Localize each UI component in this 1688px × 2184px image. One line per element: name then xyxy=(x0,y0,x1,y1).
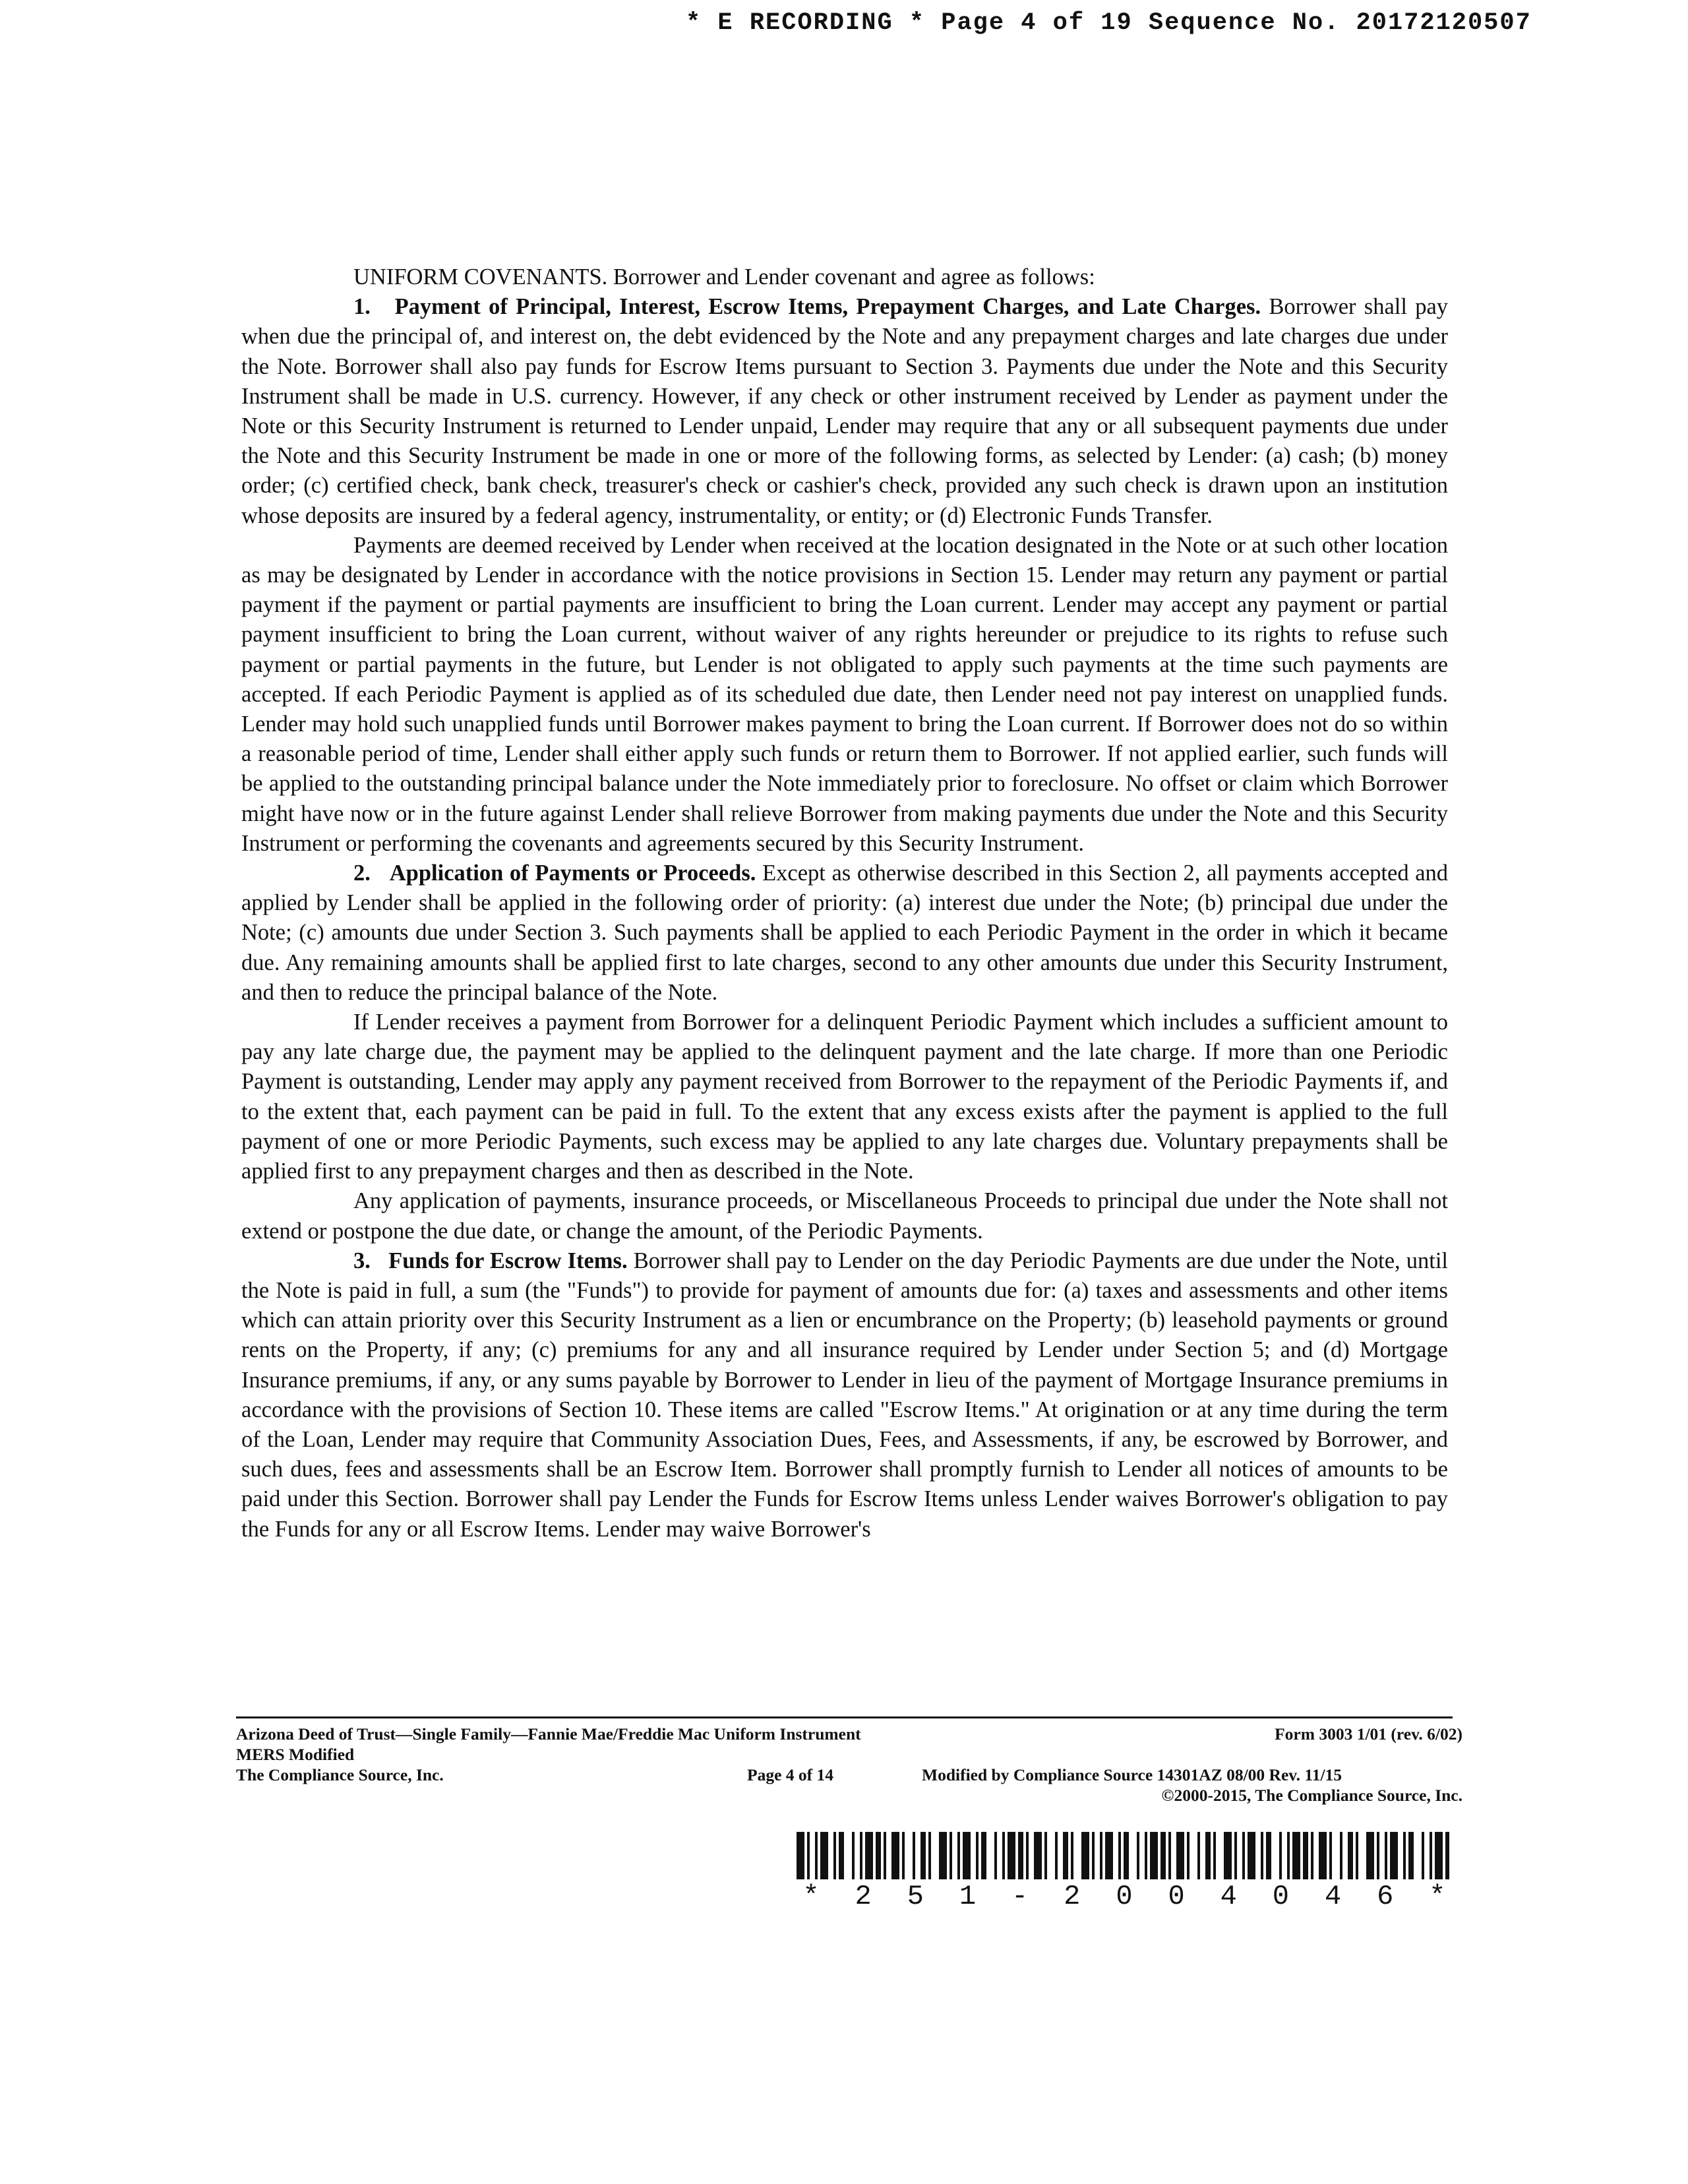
barcode-bar xyxy=(1100,1832,1102,1879)
barcode-bar xyxy=(1377,1832,1379,1879)
barcode-bar xyxy=(1224,1832,1232,1879)
barcode-bar xyxy=(884,1832,886,1879)
covenants-intro: UNIFORM COVENANTS. Borrower and Lender covenant and agree as follows: xyxy=(353,264,1095,289)
barcode-bar xyxy=(963,1832,971,1879)
barcode-bar xyxy=(1205,1832,1211,1879)
barcode-bar xyxy=(1319,1832,1327,1879)
section-3 xyxy=(241,1246,1448,1544)
barcode-bar xyxy=(1150,1832,1158,1879)
barcode-bar xyxy=(1176,1832,1184,1879)
barcode-bar xyxy=(1430,1832,1432,1879)
barcode-bar xyxy=(1160,1832,1166,1879)
barcode-bar xyxy=(839,1832,844,1879)
barcode-bar xyxy=(1292,1832,1300,1879)
barcode-bar xyxy=(1063,1832,1068,1879)
barcode-bar xyxy=(860,1832,862,1879)
copyright: ©2000-2015, The Compliance Source, Inc. xyxy=(1161,1786,1462,1805)
barcode-bar xyxy=(957,1832,960,1879)
barcode-bar xyxy=(891,1832,899,1879)
barcode-bar xyxy=(1168,1832,1171,1879)
barcode-bar xyxy=(797,1832,804,1879)
barcode-bar xyxy=(1445,1832,1449,1879)
barcode-bar xyxy=(833,1832,836,1879)
barcode-bar xyxy=(1261,1832,1263,1879)
barcode-char: 0 xyxy=(1116,1881,1133,1912)
barcode-bar xyxy=(1408,1832,1414,1879)
barcode-bar xyxy=(807,1832,810,1879)
barcode-bar xyxy=(1118,1832,1121,1879)
section-1-title: Payment of Principal, Interest, Escrow Items, Prepayment Charges, and Late Charges. xyxy=(394,294,1261,320)
barcode-bar xyxy=(1329,1832,1332,1879)
section-1-paragraph-2: Payments are deemed received by Lender when received at the location designated in the Note or at such other location as may be designated by Lender in accordance with the notice provisions in Section 15. Lender may return any payment or partial payment if the payment or partial payments are insufficient to bring the Loan current. Lender may accept any payment or partial payment insufficient to bring the Loan current, without waiver of any rights hereunder or prejudice to its rights to refuse such payment or partial payments in the future, but Lender is not obligated to apply such payments at the time such payments are accepted. If each Periodic Payment is applied as of its scheduled due date, then Lender need not pay interest on unapplied funds. Lender may hold such unapplied funds until Borrower makes payment to bring the Loan current. If Borrower does not do so within a reasonable period of time, Lender shall either apply such funds or return them to Borrower. If not applied earlier, such funds will be applied to the outstanding principal balance under the Note immediately prior to foreclosure. No offset or claim which Borrower might have now or in the future against Lender shall relieve Borrower from making payments due under the Note and this Security Instrument or performing the covenants and agreements secured by this Security Instrument. xyxy=(241,532,1448,856)
section-2-number: 2. xyxy=(353,861,371,886)
section-2 xyxy=(241,859,1448,1008)
mers-label: MERS Modified xyxy=(236,1745,355,1764)
barcode-bar xyxy=(1303,1832,1308,1879)
barcode-bar xyxy=(1081,1832,1089,1879)
barcode-char: 2 xyxy=(1064,1881,1081,1912)
barcode-bar xyxy=(852,1832,855,1879)
barcode-bar xyxy=(920,1832,926,1879)
barcode-bar xyxy=(1105,1832,1113,1879)
barcode-bar xyxy=(1435,1832,1443,1879)
barcode-char: - xyxy=(1011,1881,1029,1912)
barcode-bar xyxy=(1008,1832,1015,1879)
barcode-bar xyxy=(1348,1832,1353,1879)
barcode-bar xyxy=(976,1832,979,1879)
barcode-bar xyxy=(994,1832,997,1879)
barcode-bar xyxy=(1137,1832,1139,1879)
section-3-number: 3. xyxy=(353,1248,371,1273)
barcode-bar xyxy=(1422,1832,1424,1879)
barcode-bar xyxy=(1340,1832,1342,1879)
company-name: The Compliance Source, Inc. xyxy=(236,1765,444,1784)
barcode-bar xyxy=(981,1832,986,1879)
barcode-bar xyxy=(1287,1832,1290,1879)
barcode-bar xyxy=(1279,1832,1282,1879)
document-body xyxy=(241,262,1448,1544)
barcode-char: 0 xyxy=(1272,1881,1290,1912)
section-3-text: Borrower shall pay to Lender on the day Periodic Payments are due under the Note, until the Note is paid in full, a sum (the "Funds") to provide for payment of amounts due for: (a) taxes and assessments and other items which can attain priority over this Security Instrument as a lien or encumbrance on the Property; (b) leasehold payments or ground rents on the Property, if any; (c) premiums for any and all insurance required by Lender under Section 5; and (d) Mortgage Insurance premiums, if any, or any sums payable by Borrower to Lender in lieu of the payment of Mortgage Insurance premiums in accordance with the provisions of Section 10. These items are called "Escrow Items." At origination or at any time during the term of the Loan, Lender may require that Community Association Dues, Fees, and Assessments, if any, be escrowed by Borrower, and such dues, fees and assessments shall be an Escrow Item. Borrower shall promptly furnish to Lender all notices of amounts to be paid under this Section. Borrower shall pay Lender the Funds for Escrow Items unless Lender waives Borrower's obligation to pay the Funds for any or all Escrow Items. Lender may waive Borrower's xyxy=(241,1248,1448,1542)
section-1-text: Borrower shall pay when due the principal of, and interest on, the debt evidenced by the Note and any prepayment charges and late charges due under the Note. Borrower shall also pay funds for Escrow Items pursuant to Section 3. Payments due under the Note and this Security Instrument shall be made in U.S. currency. However, if any check or other instrument received by Lender as payment under the Note or this Security Instrument is returned to Lender unpaid, Lender may require that any or all subsequent payments due under the Note and this Security Instrument be made in one or more of the following forms, as selected by Lender: (a) cash; (b) money order; (c) certified check, bank check, treasurer's check or cashier's check, provided any such check is drawn upon an institution whose deposits are insured by a federal agency, instrumentality, or entity; or (d) Electronic Funds Transfer. xyxy=(241,294,1449,528)
barcode-bar xyxy=(1403,1832,1406,1879)
section-2-text: Except as otherwise described in this Section 2, all payments accepted and applied by Lender shall be applied in the following order of priority: (a) interest due under the Note; (b) principal due under the Note; (c) amounts due under Section 3. Such payments shall be applied to each Periodic Payment in the order in which it became due. Any remaining amounts shall be applied first to late charges, second to any other amounts due under this Security Instrument, and then to reduce the principal balance of the Note. xyxy=(241,861,1449,1005)
barcode-bar xyxy=(1385,1832,1387,1879)
form-title: Arizona Deed of Trust—Single Family—Fannie Mae/Freddie Mac Uniform Instrument xyxy=(236,1724,861,1744)
barcode-image xyxy=(797,1832,1449,1879)
barcode-caption xyxy=(791,1881,1457,1912)
barcode-bar xyxy=(820,1832,828,1879)
barcode-bar xyxy=(939,1832,947,1879)
page-number: Page 4 of 14 xyxy=(747,1765,834,1784)
barcode-char: * xyxy=(1429,1881,1446,1912)
barcode-char: * xyxy=(802,1881,820,1912)
page-footer xyxy=(236,1724,1462,1805)
barcode-bar xyxy=(928,1832,931,1879)
barcode-bar xyxy=(1197,1832,1200,1879)
barcode-bar xyxy=(1266,1832,1271,1879)
form-number: Form 3003 1/01 (rev. 6/02) xyxy=(1275,1724,1462,1744)
barcode-bar xyxy=(815,1832,818,1879)
barcode-bar xyxy=(1002,1832,1005,1879)
barcode-char: 6 xyxy=(1377,1881,1394,1912)
footer-divider xyxy=(236,1716,1453,1718)
barcode-bar xyxy=(902,1832,905,1879)
barcode-bar xyxy=(1213,1832,1216,1879)
section-1 xyxy=(241,292,1448,531)
barcode-bar xyxy=(1071,1832,1073,1879)
barcode-bar xyxy=(1311,1832,1313,1879)
recording-header: * E RECORDING * Page 4 of 19 Sequence No. 20172120507 xyxy=(686,9,1532,37)
barcode-bar xyxy=(1055,1832,1058,1879)
section-1-number: 1. xyxy=(353,294,371,320)
modified-note: Modified by Compliance Source 14301AZ 08/00 Rev. 11/15 xyxy=(922,1765,1342,1784)
barcode-bar xyxy=(950,1832,952,1879)
section-3-title: Funds for Escrow Items. xyxy=(388,1248,628,1273)
barcode-char: 0 xyxy=(1168,1881,1185,1912)
barcode-bar xyxy=(1034,1832,1042,1879)
barcode-bar xyxy=(1248,1832,1255,1879)
barcode-bar xyxy=(876,1832,881,1879)
barcode-char: 1 xyxy=(959,1881,977,1912)
barcode-bar xyxy=(1026,1832,1029,1879)
section-2-paragraph-3: Any application of payments, insurance proceeds, or Miscellaneous Proceeds to principal due under the Note shall not extend or postpone the due date, or change the amount, of the Periodic Payments. xyxy=(241,1188,1448,1244)
barcode-char: 5 xyxy=(907,1881,924,1912)
barcode-bar xyxy=(1187,1832,1190,1879)
barcode-char: 2 xyxy=(855,1881,872,1912)
section-2-title: Application of Payments or Proceeds. xyxy=(389,861,756,886)
barcode-bar xyxy=(913,1832,915,1879)
barcode-bar xyxy=(1366,1832,1374,1879)
barcode-bar xyxy=(1018,1832,1023,1879)
barcode-bar xyxy=(1356,1832,1358,1879)
barcode-bar xyxy=(1124,1832,1129,1879)
barcode-bar xyxy=(1390,1832,1398,1879)
barcode-bar xyxy=(1044,1832,1047,1879)
barcode-bar xyxy=(865,1832,873,1879)
barcode-bar xyxy=(1234,1832,1237,1879)
barcode-bar xyxy=(1145,1832,1147,1879)
barcode-char: 4 xyxy=(1220,1881,1237,1912)
section-2-paragraph-2: If Lender receives a payment from Borrower for a delinquent Periodic Payment which includes a sufficient amount to pay any late charge due, the payment may be applied to the delinquent payment and the late charge. If more than one Periodic Payment is outstanding, Lender may apply any payment received from Borrower to the repayment of the Periodic Payments if, and to the extent that, each payment can be paid in full. To the extent that any excess exists after the payment is applied to the full payment of one or more Periodic Payments, such excess may be applied to any late charges due. Voluntary prepayments shall be applied first to any prepayment charges and then as described in the Note. xyxy=(241,1010,1448,1184)
barcode-char: 4 xyxy=(1324,1881,1342,1912)
barcode-bar xyxy=(1092,1832,1095,1879)
barcode-bar xyxy=(1242,1832,1245,1879)
